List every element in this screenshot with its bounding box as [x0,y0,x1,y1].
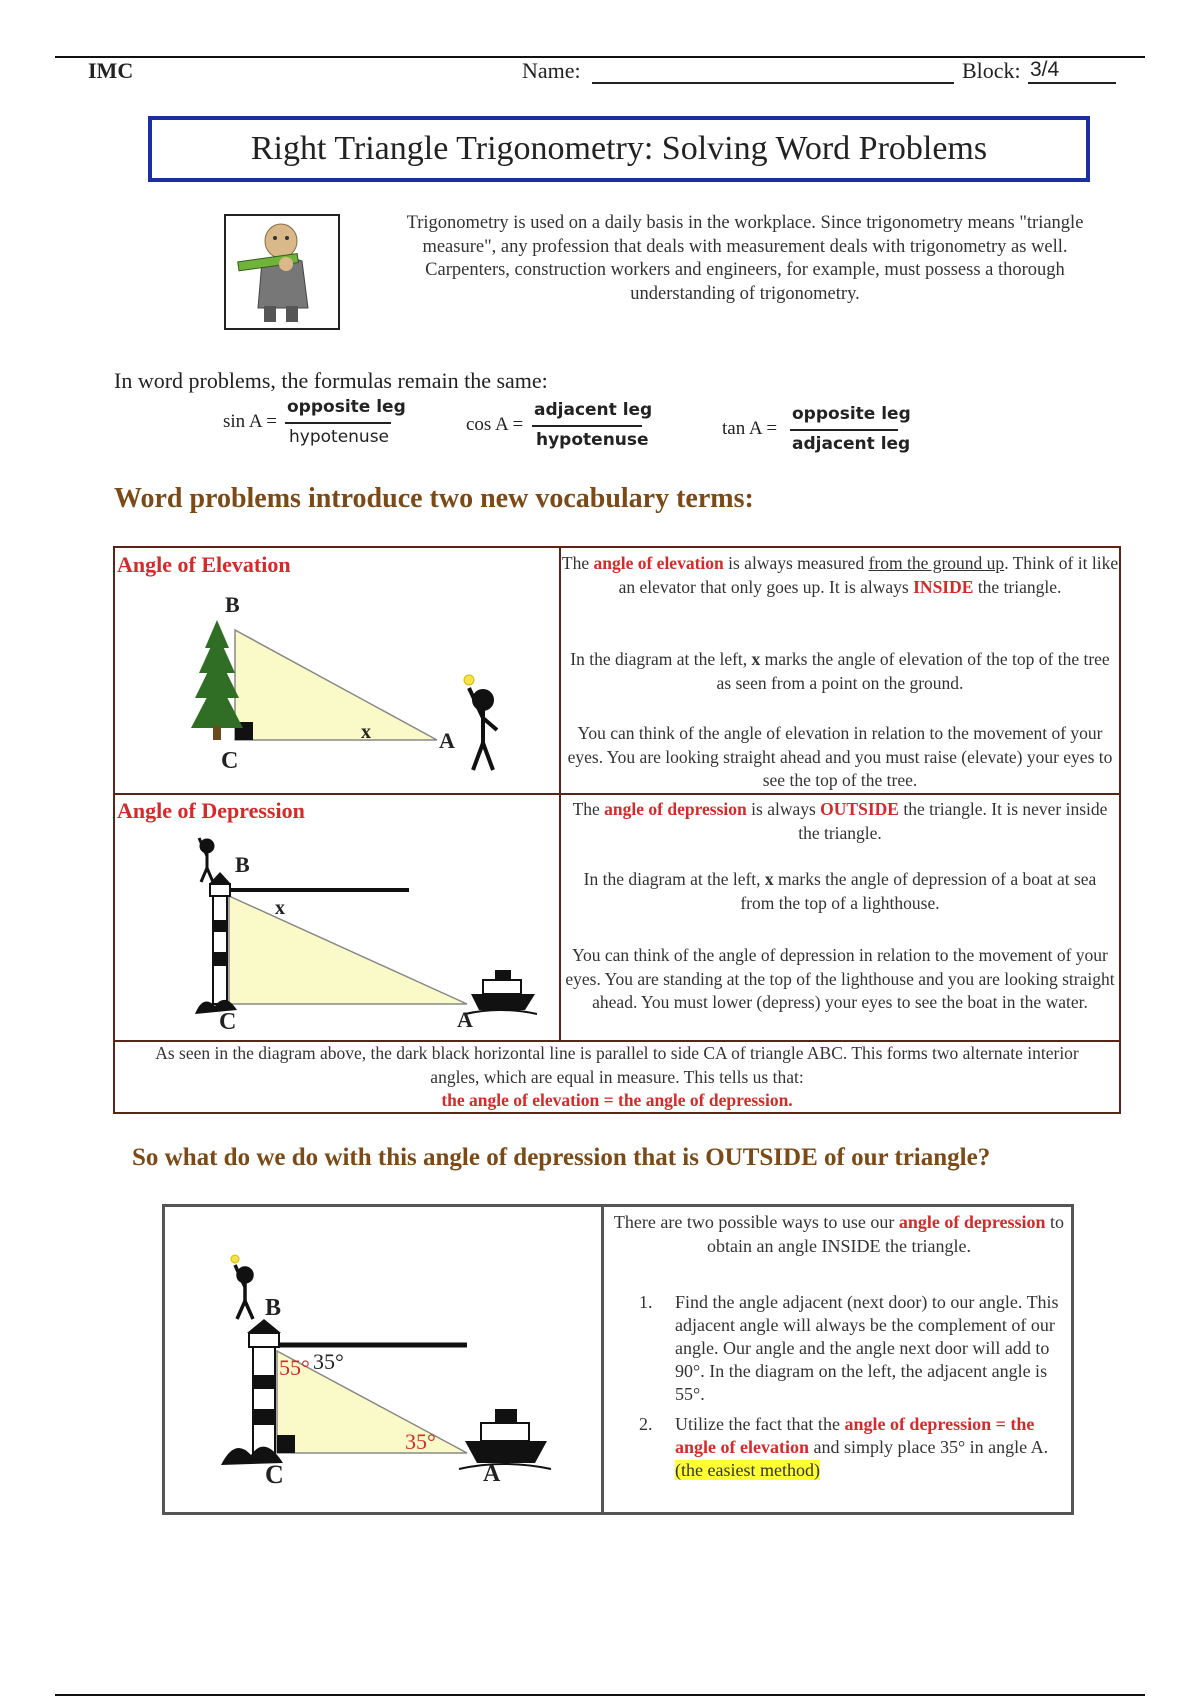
elevation-angle-mark: x [361,721,371,743]
solution-angle-a: 35° [405,1429,436,1454]
worker-clipart [224,214,340,330]
vocabulary-table [113,546,1121,1114]
sin-denominator: hypotenuse [289,427,390,447]
elevation-description-2: In the diagram at the left, x marks the angle of elevation of the top of the tree as seen from a point on the ground. [570,649,1110,693]
cos-numerator: adjacent leg [534,400,653,420]
depression-triangle [229,896,467,1004]
solution-diagram [195,1227,595,1507]
method-2-number: 2. [639,1414,653,1434]
sin-lhs: sin A = [223,411,278,432]
table-row-divider-1 [115,793,1119,795]
vocab-heading: Word problems introduce two new vocabulary terms: [114,483,754,514]
parallel-note: As seen in the diagram above, the dark black horizontal line is parallel to side CA of triangle ABC. This forms two alternate interior angles, which are equal in measure. This tells us that: the angle of elevation = the angle of depression. [155,1043,1079,1110]
tan-denominator: adjacent leg [792,434,911,454]
depression-description-2: In the diagram at the left, x marks the angle of depression of a boat at sea from the top of a lighthouse. [583,869,1097,913]
depression-angle-mark: x [275,897,285,919]
solution-table [162,1204,1074,1515]
elevation-vertex-a: A [439,728,455,753]
tan-numerator: opposite leg [792,404,911,424]
block-label: Block: [962,58,1021,83]
elevation-vertex-b: B [225,592,240,617]
method-1-text: Find the angle adjacent (next door) to our angle. This adjacent angle will always be the complement of our angle. Our angle and the angle next door will add to 90°. In the diagram on the left, the adjacent angle is 55°. [675,1292,1059,1404]
solution-vertex-c: C [265,1460,284,1489]
elevation-description-3: You can think of the angle of elevation in relation to the movement of your eyes. You are looking straight ahead and you must raise (elevate) your eyes to see the top of the tree. [567,723,1113,790]
boat-icon [465,970,537,1014]
tan-fraction-bar [790,429,898,431]
sin-numerator: opposite leg [287,397,406,417]
depression-vertex-c: C [219,1009,237,1035]
block-line [1028,82,1116,84]
depression-vertex-a: A [457,1007,473,1032]
person-icon [464,675,497,770]
solution-angle-inside-b: 55° [279,1355,310,1380]
elevation-description-1: The angle of elevation is always measured from the ground up. Think of it like an elevator that only goes up. It is always INSIDE the triangle. [561,553,1119,597]
method-1-number: 1. [639,1292,653,1312]
block-value: 3/4 [1030,58,1060,81]
intro-paragraph: Trigonometry is used on a daily basis in the workplace. Since trigonometry means "triangle measure", any profession that deals with measurement deals with trigonometry as well. Carpenters, construction workers and engineers, for example, must possess a thorough understanding of trigonometry. [406,213,1084,304]
elevation-label: Angle of Elevation [117,552,291,577]
name-line [592,82,954,84]
person-on-lighthouse-icon [199,838,213,882]
depression-vertex-b: B [235,852,250,877]
method-2-text: Utilize the fact that the angle of depression = the angle of elevation and simply place 35° in angle A. (the easiest method) [675,1414,1049,1480]
name-label: Name: [522,58,581,83]
elevation-equals-depression: the angle of elevation = the angle of depression. [441,1090,793,1110]
depression-description-3: You can think of the angle of depression in relation to the movement of your eyes. You are standing at the top of the lighthouse and you are looking straight ahead. You must lower (depress) your eyes to see the boat in the water. [565,945,1115,1012]
solution-intro: There are two possible ways to use our angle of depression to obtain an angle INSIDE the triangle. [613,1212,1065,1256]
depression-description-1: The angle of depression is always OUTSIDE the triangle. It is never inside the triangle. [572,799,1108,843]
solution-lighthouse-icon [221,1319,283,1465]
elevation-diagram [175,578,555,788]
formula-intro: In word problems, the formulas remain the same: [114,368,548,393]
solution-angle-top: 35° [313,1349,344,1374]
depression-diagram [175,824,555,1038]
school-label: IMC [88,58,134,83]
cos-lhs: cos A = [466,414,524,435]
question-heading: So what do we do with this angle of depression that is OUTSIDE of our triangle? [132,1144,991,1171]
page-title: Right Triangle Trigonometry: Solving Word Problems [250,130,988,167]
elevation-triangle [235,630,437,740]
bottom-rule [55,1694,1145,1696]
depression-label: Angle of Depression [117,798,305,823]
sin-fraction-bar [285,422,391,424]
solution-vertex-a: A [483,1461,501,1487]
solution-person-icon [231,1255,253,1319]
solution-right-angle-mark [277,1435,295,1453]
solution-column-divider [601,1207,604,1512]
easiest-method-highlight: (the easiest method) [675,1460,820,1480]
tan-lhs: tan A = [722,418,778,439]
solution-vertex-b: B [265,1295,282,1321]
elevation-vertex-c: C [221,748,239,774]
solution-boat-icon [459,1409,551,1469]
title-box [148,116,1090,182]
cos-fraction-bar [532,425,642,427]
cos-denominator: hypotenuse [536,430,649,450]
